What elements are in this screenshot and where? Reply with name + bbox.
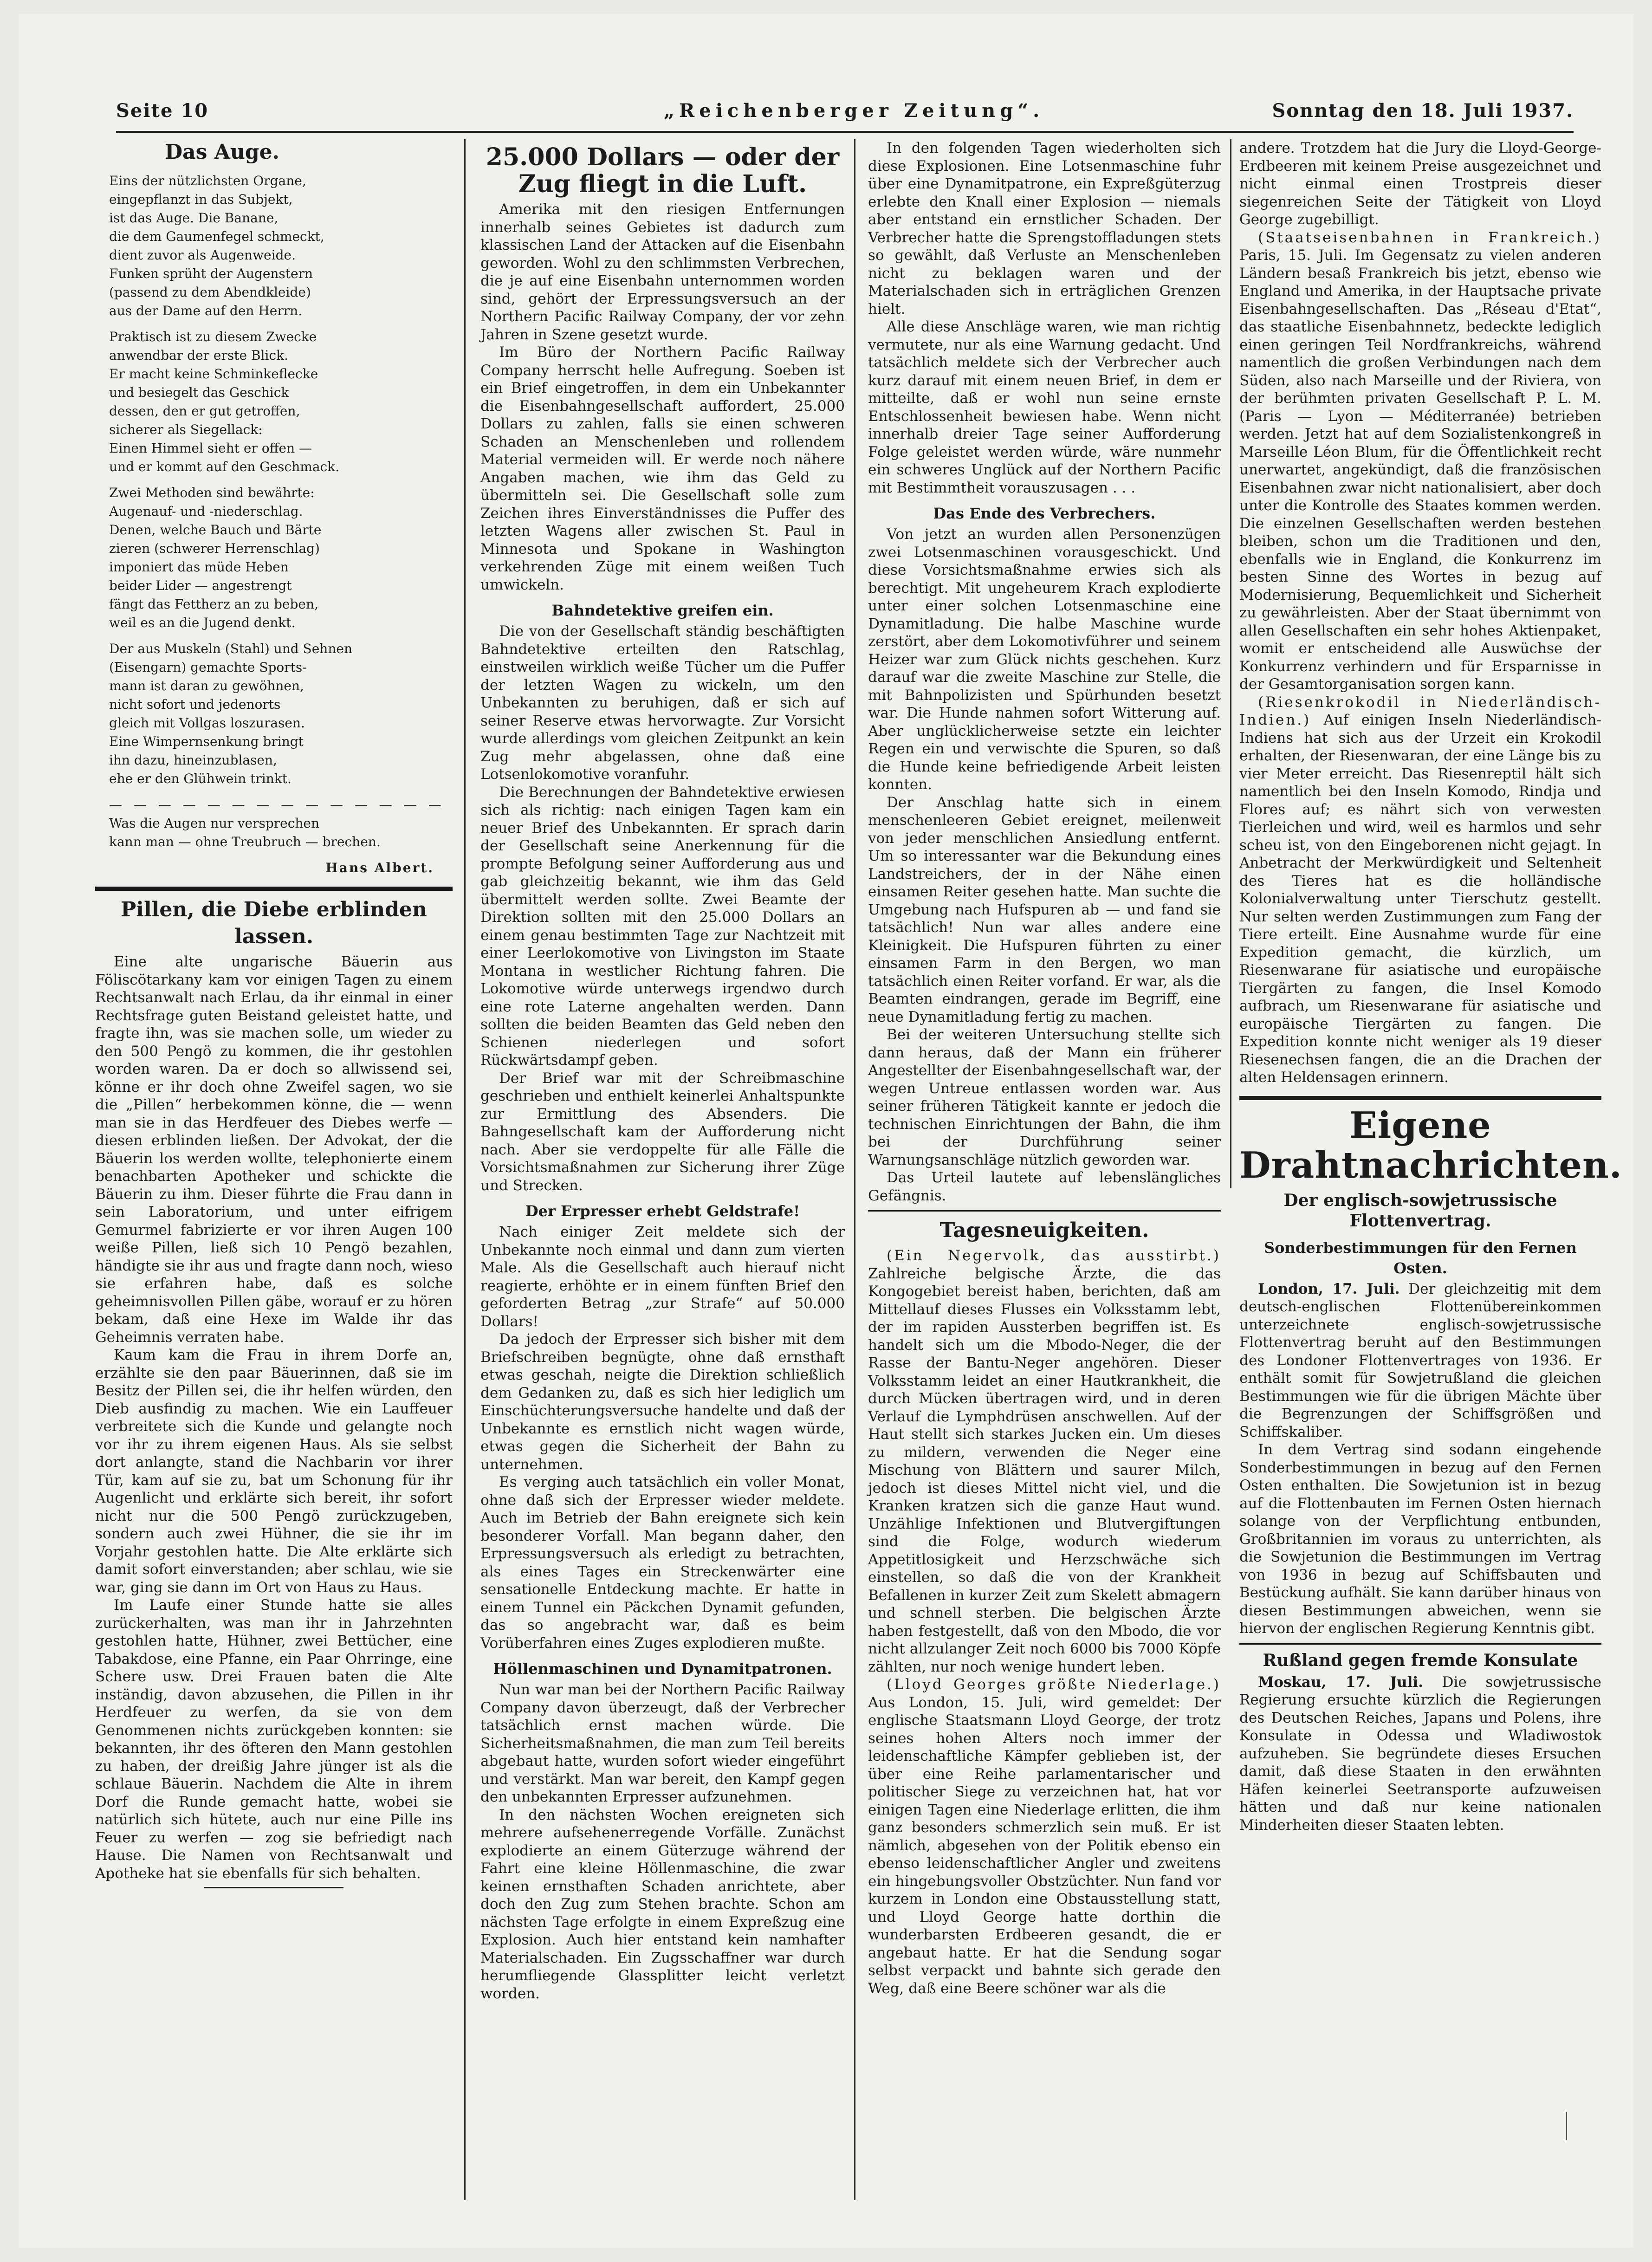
article-body (868, 139, 1221, 1205)
page-number: Seite 10 (116, 100, 209, 122)
poem-line: Augenauf- und -niederschlag. (109, 504, 303, 519)
article-end-rule (204, 1887, 343, 1888)
poem-line: Er macht keine Schminkeflecke (109, 366, 318, 382)
wire-news (1239, 1190, 1601, 1834)
issue-date: Sonntag den 18. Juli 1937. (1272, 100, 1574, 122)
article-paragraph: Der Anschlag hatte sich in einem menschenleeren Gebiet ereignet, meilenweit von jeder menschlichen Ansiedlung entfernt. Um so interessanter war die Bekundung eines Landstreichers, der in der Nähe einen einsamen Reiter gesehen hatte. Man suchte die Umgebung nach Hufspuren ab — und fand sie tatsächlich! Nun war alles andere eine Kleinigkeit. Die Hufspuren führten zu einer einsamen Farm in den Bergen, wo man tatsächlich einen Reiter vorfand. Er war, als die Beamten eindrangen, gerade im Begriff, eine neue Dynamitladung fertig zu machen. (868, 794, 1221, 1025)
poem-stanza (95, 484, 453, 632)
poem-line: ihn dazu, hineinzublasen, (109, 752, 277, 768)
poem-line: (passend zu dem Abendkleide) (109, 285, 311, 300)
article-paragraph: Kaum kam die Frau in ihrem Dorfe an, erzählte sie den paar Bäuerinnen, daß sie im Besitz der Pillen sei, die ihr helfen würden, den Dieb ausfindig zu machen. Wie ein Lauffeuer verbreitete sich die Kunde und gelangte noch vor ihr zu ihrem eigenen Haus. Als sie selbst dort anlangte, stand die Nachbarin vor ihrer Tür, kam auf sie zu, bat um Schonung für ihr Augenlicht und erklärte sich bereit, ihr sofort nicht nur die 500 Pengö zurückzugeben, sondern auch zwei Hühner, die sie ihr im Vorjahr gestohlen hatte. Die Alte erklärte sich damit sofort einverstanden; aber schlau, wie sie war, ging sie dann im Ort von Haus zu Haus. (95, 1347, 453, 1596)
article-paragraph: Alle diese Anschläge waren, wie man richtig vermutete, nur als eine Warnung gedacht. Und tatsächlich meldete sich der Verbrecher auch kurz darauf mit einem neuen Brief, in dem er mitteilte, daß er wohl nun seine ernste Entschlossenheit bewiesen habe. Wenn nicht innerhalb dreier Tage seiner Aufforderung Folge geleistet werden würde, wäre nunmehr ein schweres Unglück auf der Northern Pacific mit Bestimmtheit vorauszusagen . . . (868, 318, 1221, 496)
news-text: Zahlreiche belgische Ärzte, die das Kongogebiet bereist haben, berichten, daß am Mittellauf dieses Flusses ein Volksstamm lebt, der im rapiden Aussterben begriffen ist. Es handelt sich um die Mbodo-Neger, die der Rasse der Bantu-Neger angehören. Dieser Volksstamm leidet an einer Hautkrankheit, die durch Mücken übertragen wird, und in deren Verlauf die Lymphdrüsen anschwellen. Auf der Haut stellt sich starkes Jucken ein. Um dieses zu mildern, verwenden die Neger eine Mischung von Blättern und saurer Milch, jedoch ist dieses Mittel nicht viel, und die Kranken kratzen sich die ganze Haut wund. Unzählige Infektionen und Blutvergiftungen sind die Folge, wodurch wiederum Appetitlosigkeit und Herzschwäche sich einstellen, so daß die von der Krankheit Befallenen in kurzer Zeit zum Skelett abmagern und schnell sterben. Die belgischen Ärzte haben festgestellt, daß von den Mbodo, die vor nicht allzulanger Zeit noch 6000 bis 7000 Köpfe zählten, nur noch wenige hundert leben. (868, 1265, 1221, 1675)
article-paragraph: Nach einiger Zeit meldete sich der Unbekannte noch einmal und dann zum vierten Male. Als die Gesellschaft auch hierauf nicht reagierte, erhöhte er in einem fünften Brief den geforderten Betrag „zur Strafe“ auf 50.000 Dollars! (480, 1224, 845, 1330)
poem-divider: — — — — — — — — — — — — — — (109, 797, 445, 812)
article-paragraph: Das Urteil lautete auf lebenslängliches Gefängnis. (868, 1169, 1221, 1204)
poem-author: Hans Albert. (325, 860, 434, 875)
article-title: 25.000 Dollars — oder der Zug fliegt in die Luft. (486, 143, 840, 198)
poem-stanzas (95, 172, 453, 788)
section-divider (1239, 1096, 1601, 1100)
wire-paragraph (1239, 1280, 1601, 1441)
wire-paragraph (1239, 1673, 1601, 1834)
article-paragraph: Von jetzt an wurden allen Personenzügen zwei Lotsenmaschinen vorausgeschickt. Und diese Vorsichtsmaßnahme erwies sich als berechtigt. Mit ungeheurem Krach explodierte unter einer solchen Lotsenmaschine eine Dynamitladung. Die halbe Maschine wurde zerstört, aber dem Lokomotivführer und seinem Heizer war zum Glück nichts geschehen. Kurz darauf war die zweite Maschine zur Stelle, die mit Bahnpolizisten und Spürhunden besetzt war. Die Hunde nahmen sofort Witterung auf. Aber unglücklicherweise setzte ein leichter Regen ein und verwischte die Spuren, so daß die Hunde keine befriedigende Arbeit leisten konnten. (868, 526, 1221, 793)
column-4 (1239, 139, 1622, 1834)
poem-stanza (95, 328, 453, 476)
poem-line: Was die Augen nur versprechen (109, 816, 320, 831)
column-3 (868, 139, 1221, 1997)
wire-text: Die sowjetrussische Regierung ersuchte kürzlich die Regierungen des Deutschen Reiches, Japans und Polens, ihre Konsulate in Odessa und Wladiwostok aufzuheben. Sie begründete dieses Ersuchen damit, daß diese Staaten in den erwähnten Häfen keinerlei Seetransporte aufzuweisen hätten und daß nur keine nationalen Minderheiten dieser Staaten lebten. (1239, 1673, 1601, 1834)
news-lead: (Ein Negervolk, das ausstirbt.) (887, 1247, 1221, 1264)
poem-line: mann ist daran zu gewöhnen, (109, 678, 304, 694)
wire-heading: Der englisch-sowjetrussische Flottenvertrag. (1283, 1190, 1557, 1231)
poem-stanza (95, 640, 453, 788)
column-rule-2 (854, 139, 855, 2200)
article-paragraph: Eine alte ungarische Bäuerin aus Föliscötarkany kam vor einigen Tagen zu einem Rechtsanwalt nach Erlau, da ihr einmal in einer Rechtsfrage guten Beistand geleistet hatte, und fragte ihn, was sie machen solle, um wieder zu den 500 Pengö zu kommen, die ihr gestohlen worden waren. Da er doch so allwissend sei, könne er ihr doch ohne Zweifel sagen, wo sie die „Pillen“ herbekommen könne, die — wenn man sie in das Herdfeuer des Diebes werfe — diesen erblinden ließen. Der Advokat, der die Bäuerin los werden wollte, telephonierte einem benachbarten Apotheker und schickte die Bäuerin zu ihm. Dieser führte die Frau dann in sein Laboratorium, und unter eifrigem Gemurmel fabrizierte er vor ihren Augen 100 weiße Pillen, ließ sich 10 Pengö bezahlen, händigte sie ihr aus und fragte dann noch, wieso sie erfahren habe, daß es solche geheimnisvollen Pillen gäbe, worauf er zu hören bekam, daß eine Hexe im Walde ihr das Geheimnis verraten habe. (95, 953, 453, 1346)
poem-line: fängt das Fettherz an zu beben, (109, 596, 318, 612)
section-divider (1239, 1643, 1601, 1645)
news-text: Aus London, 15. Juli, wird gemeldet: Der englische Staatsmann Lloyd George, der trotz seines hohen Alters noch immer der leidenschaftliche Kämpfer geblieben ist, der über eine Reihe parlamentarischer und politischer Siege zu verzeichnen hat, hat vor einigen Tagen eine Niederlage erlitten, die ihm ganz besonders schmerzlich sein muß. Er ist nämlich, abgesehen von der Politik ebenso ein ebenso leidenschaftlicher Angler und zweitens ein hingebungsvoller Obstzüchter. Nun fand vor kurzem in London eine Obstausstellung statt, und Lloyd George hatte dorthin die wunderbarsten Erdbeeren gesandt, die er angebaut hatte. Er hat die Sendung sogar selbst verpackt und bahnte sich gerade den Weg, daß eine Beere schöner war als die (868, 1694, 1221, 1997)
news-lead: (Lloyd Georges größte Niederlage.) (887, 1676, 1221, 1693)
poem-stanza (95, 172, 453, 320)
news-items (868, 1247, 1221, 1997)
news-title: Tagesneuigkeiten. (939, 1218, 1149, 1242)
poem-line: aus der Dame auf den Herrn. (109, 303, 303, 318)
wire-paragraph (1239, 1441, 1601, 1638)
poem-line: die dem Gaumenfegel schmeckt, (109, 229, 324, 244)
article-paragraph: Amerika mit den riesigen Entfernungen innerhalb seines Gebietes ist dadurch zum klassischen Land der Attacken auf die Eisenbahn geworden. Wohl zu den schlimmsten Verbrechen, die je auf eine Eisenbahn unternommen worden sind, gehört der Erpressungsversuch an der Northern Pacific Railway Company, der vor zehn Jahren in Szene gesetzt wurde. (480, 201, 845, 343)
poem-line: (Eisengarn) gemachte Sports- (109, 660, 307, 675)
poem-line: Einen Himmel sieht er offen — (109, 441, 312, 456)
poem-line: zieren (schwerer Herrenschlag) (109, 541, 320, 556)
poem-line: Denen, welche Bauch und Bärte (109, 522, 322, 538)
wire-subheading: Sonderbestimmungen für den Fernen Osten. (1264, 1238, 1577, 1277)
wire-news-title: Eigene Drahtnachrichten. (1239, 1104, 1622, 1186)
wire-text: In dem Vertrag sind sodann eingehende Sonderbestimmungen in bezug auf den Fernen Osten enthalten. Die Sowjetunion ist in bezug auf die Flottenbauten im Fernen Osten hiernach solange von der Verpflichtung entbunden, Großbritannien im voraus zu unterrichten, als die Sowjetunion die Bestimmungen im Vertrag von 1936 in bezug auf Schiffsbauten und Bestückung aufhält. Sie kann darüber hinaus von diesen Bestimmungen abweichen, wenn sie hiervon der englischen Regierung Kenntnis gibt. (1239, 1441, 1601, 1637)
column-1 (95, 139, 453, 1893)
poem-line: weil es an die Jugend denkt. (109, 615, 296, 630)
article-paragraph: In den nächsten Wochen ereigneten sich mehrere aufsehenerregende Vorfälle. Zunächst explodierte an einem Güterzuge während der Fahrt eine kleine Höllenmaschine, die zwar keinen ernsthaften Schaden anrichtete, aber doch den Zug zum Stehen brachte. Schon am nächsten Tage erfolgte in einem Expreßzug eine Explosion. Auch hier entstand kein namhafter Materialschaden. Ein Zugsschaffner war durch herumfliegende Glassplitter leicht verletzt worden. (480, 1806, 845, 2002)
section-heading: Das Ende des Verbrechers. (933, 505, 1156, 522)
poem-line: Funken sprüht der Augenstern (109, 266, 313, 281)
section-divider (95, 887, 453, 891)
news-items (1239, 229, 1601, 1087)
news-item (868, 1247, 1221, 1676)
wire-text: Der gleichzeitig mit dem deutsch-englischen Flottenübereinkommen unterzeichnete englisch-sowjetrussische Flottenvertrag beruht auf den Bestimmungen des Londoner Flottenvertrages von 1936. Er enthält somit für Sowjetrußland die gleichen Bestimmungen wie für die übrigen Mächte über die Begrenzungen der Schiffsgrößen und Schiffskaliber. (1239, 1280, 1601, 1440)
article-paragraph: Nun war man bei der Northern Pacific Railway Company davon überzeugt, daß der Verbrecher tatsächlich ernst machen würde. Die Sicherheitsmaßnahmen, die man zum Teil bereits abgebaut hatte, wurden sofort wieder eingeführt und verstärkt. Man war bereit, den Kampf gegen den unbekannten Erpresser aufzunehmen. (480, 1681, 845, 1805)
poem-line: und er kommt auf den Geschmack. (109, 459, 340, 474)
news-item (1239, 694, 1601, 1087)
newspaper-name: „Reichenberger Zeitung“. (664, 100, 1044, 122)
poem-line: imponiert das müde Heben (109, 559, 289, 575)
poem-line: nicht sofort und jedenorts (109, 697, 281, 712)
poem-line: gleich mit Vollgas loszurasen. (109, 715, 305, 731)
article-paragraph: Im Laufe einer Stunde hatte sie alles zurückerhalten, was man ihr in Jahrzehnten gestohlen hatte, Hühner, zwei Bettücher, eine Tabakdose, eine Pfanne, ein Paar Ohrringe, eine Schere usw. Drei Frauen baten die Alte inständig, davon abzusehen, die Pillen in ihr Herdfeuer zu werfen, da sie von dem Genommenen nichts zurückgeben konnten: sie bekannten, ihr des öfteren den Mann gestohlen zu haben, der dreißig Jahre jünger ist als die schlaue Bäuerin. Nachdem die Alte in ihrem Dorf die Runde gemacht hatte, wobei sie natürlich sich hütete, auch nur eine Pille ins Feuer zu werfen — zog sie befriedigt nach Hause. Die Namen von Rechtsanwalt und Apotheke hat sie ebenfalls für sich behalten. (95, 1597, 453, 1882)
poem-line: sicherer als Siegellack: (109, 422, 263, 437)
poem-line: Eine Wimpernsenkung bringt (109, 734, 304, 749)
news-text: Auf einigen Inseln Niederländisch-Indiens hat sich aus der Urzeit ein Krokodil erhalten, der Riesenwaran, der eine Länge bis zu vier Meter erreicht. Das Riesenreptil hält sich namentlich bei den Inseln Komodo, Rindja und Flores auf; es nährt sich von verwesten Tierleichen und wird, weil es harmlos und sehr scheu ist, von den Eingeborenen nicht gejagt. In Anbetracht der Merkwürdigkeit und Seltenheit des Tieres hat es die holländische Kolonialverwaltung unter Tierschutz gestellt. Nur selten werden Zustimmungen zum Fang der Tiere erteilt. Eine Ausnahme wurde für eine Expedition gemacht, die kürzlich, um Riesenwarane für asiatische und europäische Tiergärten zu fangen, die Insel Komodo aufbrach, um Riesenwarane für asiatische und europäische Tiergärten zu fangen. Die Expedition konnte nicht weniger als 19 dieser Riesenechsen fangen, die an die Drachen der alten Heldensagen erinnern. (1239, 712, 1601, 1086)
section-heading: Der Erpresser erhebt Geldstrafe! (525, 1202, 800, 1220)
news-text: Paris, 15. Juli. Im Gegensatz zu vielen anderen Ländern besaß Frankreich bis jetzt, ebenso wie England und Amerika, in der Hauptsache private Eisenbahngesellschaften. Das „Réseau d'Etat“, das staatliche Eisenbahnnetz, bedeckte lediglich einen geringen Teil Nordfrankreichs, während namentlich die großen Verbindungen nach dem Süden, also nach Marseille und der Riviera, von der berühmten privaten Gesellschaft P. L. M. (Paris — Lyon — Méditerranée) betrieben werden. Jetzt hat auf dem Sozialistenkongreß in Marseille Léon Blum, für die Öffentlichkeit recht unerwartet, angekündigt, daß die französischen Eisenbahnen zwar nicht nationalisiert, aber doch unter die Kontrolle des Staates kommen werden. Die einzelnen Gesellschaften werden bestehen bleiben, schon um die Traditionen und den, ebenfalls wie in England, die Konkurrenz im besten Sinne des Wortes in bezug auf Modernisierung, Bequemlichkeit und Sicherheit zu gewährleisten. Aber der Staat übernimmt von allen Gesellschaften ein sehr hohes Aktienpaket, womit er entscheidend alle Auswüchse der Konkurrenz verhindern und für Ersparnisse in der Gesamtorganisation sorgen kann. (1239, 247, 1601, 693)
article-paragraph: In den folgenden Tagen wiederholten sich diese Explosionen. Eine Lotsenmaschine fuhr über eine Dynamitpatrone, ein Expreßgüterzug erlebte den Knall einer Explosion — niemals aber entstand ein ernstlicher Schaden. Der Verbrecher hatte die Sprengstoffladungen stets so gewählt, daß Verluste an Menschenleben nicht zu beklagen waren und der Materialschaden sich in erträglichen Grenzen hielt. (868, 140, 1221, 318)
news-lead: (Staatseisenbahnen in Frankreich.) (1258, 229, 1601, 246)
article-paragraph: Die Berechnungen der Bahndetektive erwiesen sich als richtig: nach einigen Tagen kam ein neuer Brief des Unbekannten. Er sprach darin der Gesellschaft seine Anerkennung für die prompte Befolgung seiner Aufforderung aus und gab gleichzeitig bekannt, wie ihm das Geld übermittelt werden sollte. Zwei Beamte der Direktion sollten mit den 25.000 Dollars an einem genau bestimmten Tage zur Nachtzeit mit einer Leerlokomotive von Livingston im Staate Montana in westlicher Richtung fahren. Die Lokomotive würde unterwegs irgendwo durch eine rote Laterne angehalten werden. Dann sollten die beiden Beamten das Geld neben den Schienen niederlegen und sofort Rückwärtsdampf geben. (480, 784, 845, 1069)
news-item (1239, 229, 1601, 694)
page-header (116, 100, 1574, 128)
news-lead: (Riesenkrokodil in Niederländisch-Indien.) (1239, 694, 1601, 728)
poem-line: ist das Auge. Die Banane, (109, 210, 279, 226)
section-heading: Höllenmaschinen und Dynamitpatronen. (493, 1660, 832, 1678)
poem-line: Eins der nützlichsten Organe, (109, 173, 306, 188)
article-title: Pillen, die Diebe erblinden lassen. (121, 898, 427, 948)
wire-heading: Rußland gegen fremde Konsulate (1263, 1650, 1578, 1670)
section-divider (868, 1210, 1221, 1212)
section-heading: Bahndetektive greifen ein. (551, 602, 774, 619)
article-paragraph: Es verging auch tatsächlich ein voller Monat, ohne daß sich der Erpresser wieder meldete. Auch im Betrieb der Bahn ereignete sich kein besonderer Vorfall. Man begann daher, den Erpressungsversuch als erledigt zu betrachten, als eines Tages ein Streckenwärter eine sensationelle Entdeckung machte. Er hatte in einem Tunnel ein Päckchen Dynamit gefunden, das so angebracht war, daß es beim Vorüberfahren eines Zuges explodieren mußte. (480, 1474, 845, 1652)
article-paragraph: Da jedoch der Erpresser sich bisher mit dem Briefschreiben begnügte, ohne daß ernsthaft etwas geschah, neigte die Direktion schließlich dem Gedanken zu, daß es sich hier lediglich um Einschüchterungsversuche handelte und daß der Unbekannte es ernstlich nicht wagen würde, etwas gegen die Sicherheit der Bahn zu unternehmen. (480, 1331, 845, 1473)
poem-line: anwendbar der erste Blick. (109, 348, 288, 363)
article-paragraph: Die von der Gesellschaft ständig beschäftigten Bahndetektive erteilten den Ratschlag, einstweilen wirklich weiße Tücher um die Puffer der letzten Wagen zu wickeln, um den Unbekannten zu beruhigen, daß er sich auf seiner Reserve etwas hervorwagte. Zur Vorsicht wurde allerdings vom gleichen Zeitpunkt an kein Zug mehr abgelassen, ohne daß eine Lotsenlokomotive voranfuhr. (480, 623, 845, 783)
poem-line: Der aus Muskeln (Stahl) und Sehnen (109, 641, 352, 656)
continued-text: andere. Trotzdem hat die Jury die Lloyd-George-Erdbeeren mit keinem Preise ausgezeichnet und nicht einmal einen Trostpreis dieser siegenreichen Seite der Tätigkeit von Lloyd George zugebilligt. (1239, 140, 1601, 228)
poem-line: eingepflanzt in das Subjekt, (109, 192, 293, 207)
article-body (480, 201, 845, 2003)
poem-ending (95, 814, 453, 851)
poem-line: dessen, den er gut getroffen, (109, 403, 300, 419)
column-rule-3 (1230, 139, 1231, 1188)
news-item (868, 1676, 1221, 1997)
column-2 (480, 139, 845, 2003)
header-rule (116, 131, 1574, 133)
article-paragraph: Der Brief war mit der Schreibmaschine geschrieben und enthielt keinerlei Anhaltspunkte zur Ermittlung des Absenders. Die Bahngesellschaft kam der Aufforderung nicht nach. Aber sie verdoppelte für alle Fälle die Vorsichtsmaßnahmen zur Sicherung ihrer Züge und Strecken. (480, 1069, 845, 1194)
poem-line: ehe er den Glühwein trinkt. (109, 771, 292, 786)
scan-mark (1566, 2112, 1567, 2140)
article-paragraph: Im Büro der Northern Pacific Railway Company herrscht helle Aufregung. Soeben ist ein Brief eingetroffen, in dem ein Unbekannter die Eisenbahngesellschaft auffordert, 25.000 Dollars zu zahlen, falls sie einen schweren Schaden an Menschenleben und rollendem Material vermeiden will. Er werde noch nähere Angaben machen, wie ihm das Geld zu übermitteln sei. Die Gesellschaft solle zum Zeichen ihres Einverständnisses die Puffer des letzten Wagens aller zwischen St. Paul in Minnesota und Spokane in Washington verkehrenden Züge mit einem weißen Tuch umwickeln. (480, 344, 845, 593)
poem-line: kann man — ohne Treubruch — brechen. (109, 834, 381, 849)
poem (95, 139, 453, 877)
poem-line: dient zuvor als Augenweide. (109, 247, 296, 263)
dateline: London, 17. Juli. (1258, 1280, 1400, 1297)
dateline: Moskau, 17. Juli. (1258, 1673, 1423, 1691)
poem-line: beider Lider — angestrengt (109, 578, 292, 593)
article-paragraph: Bei der weiteren Untersuchung stellte sich dann heraus, daß der Mann ein früherer Angestellter der Eisenbahngesellschaft war, der wegen Untreue entlassen worden war. Aus seiner früheren Tätigkeit kannte er jedoch die technischen Einrichtungen der Bahn, die ihm bei der Durchführung seiner Warnungsanschläge nützlich geworden war. (868, 1026, 1221, 1168)
article-body (95, 953, 453, 1882)
column-rule-1 (464, 139, 466, 2200)
poem-line: und besiegelt das Geschick (109, 385, 289, 400)
poem-line: Zwei Methoden sind bewährte: (109, 485, 315, 500)
poem-line: Praktisch ist zu diesem Zwecke (109, 329, 317, 344)
poem-title: Das Auge. (165, 140, 279, 164)
